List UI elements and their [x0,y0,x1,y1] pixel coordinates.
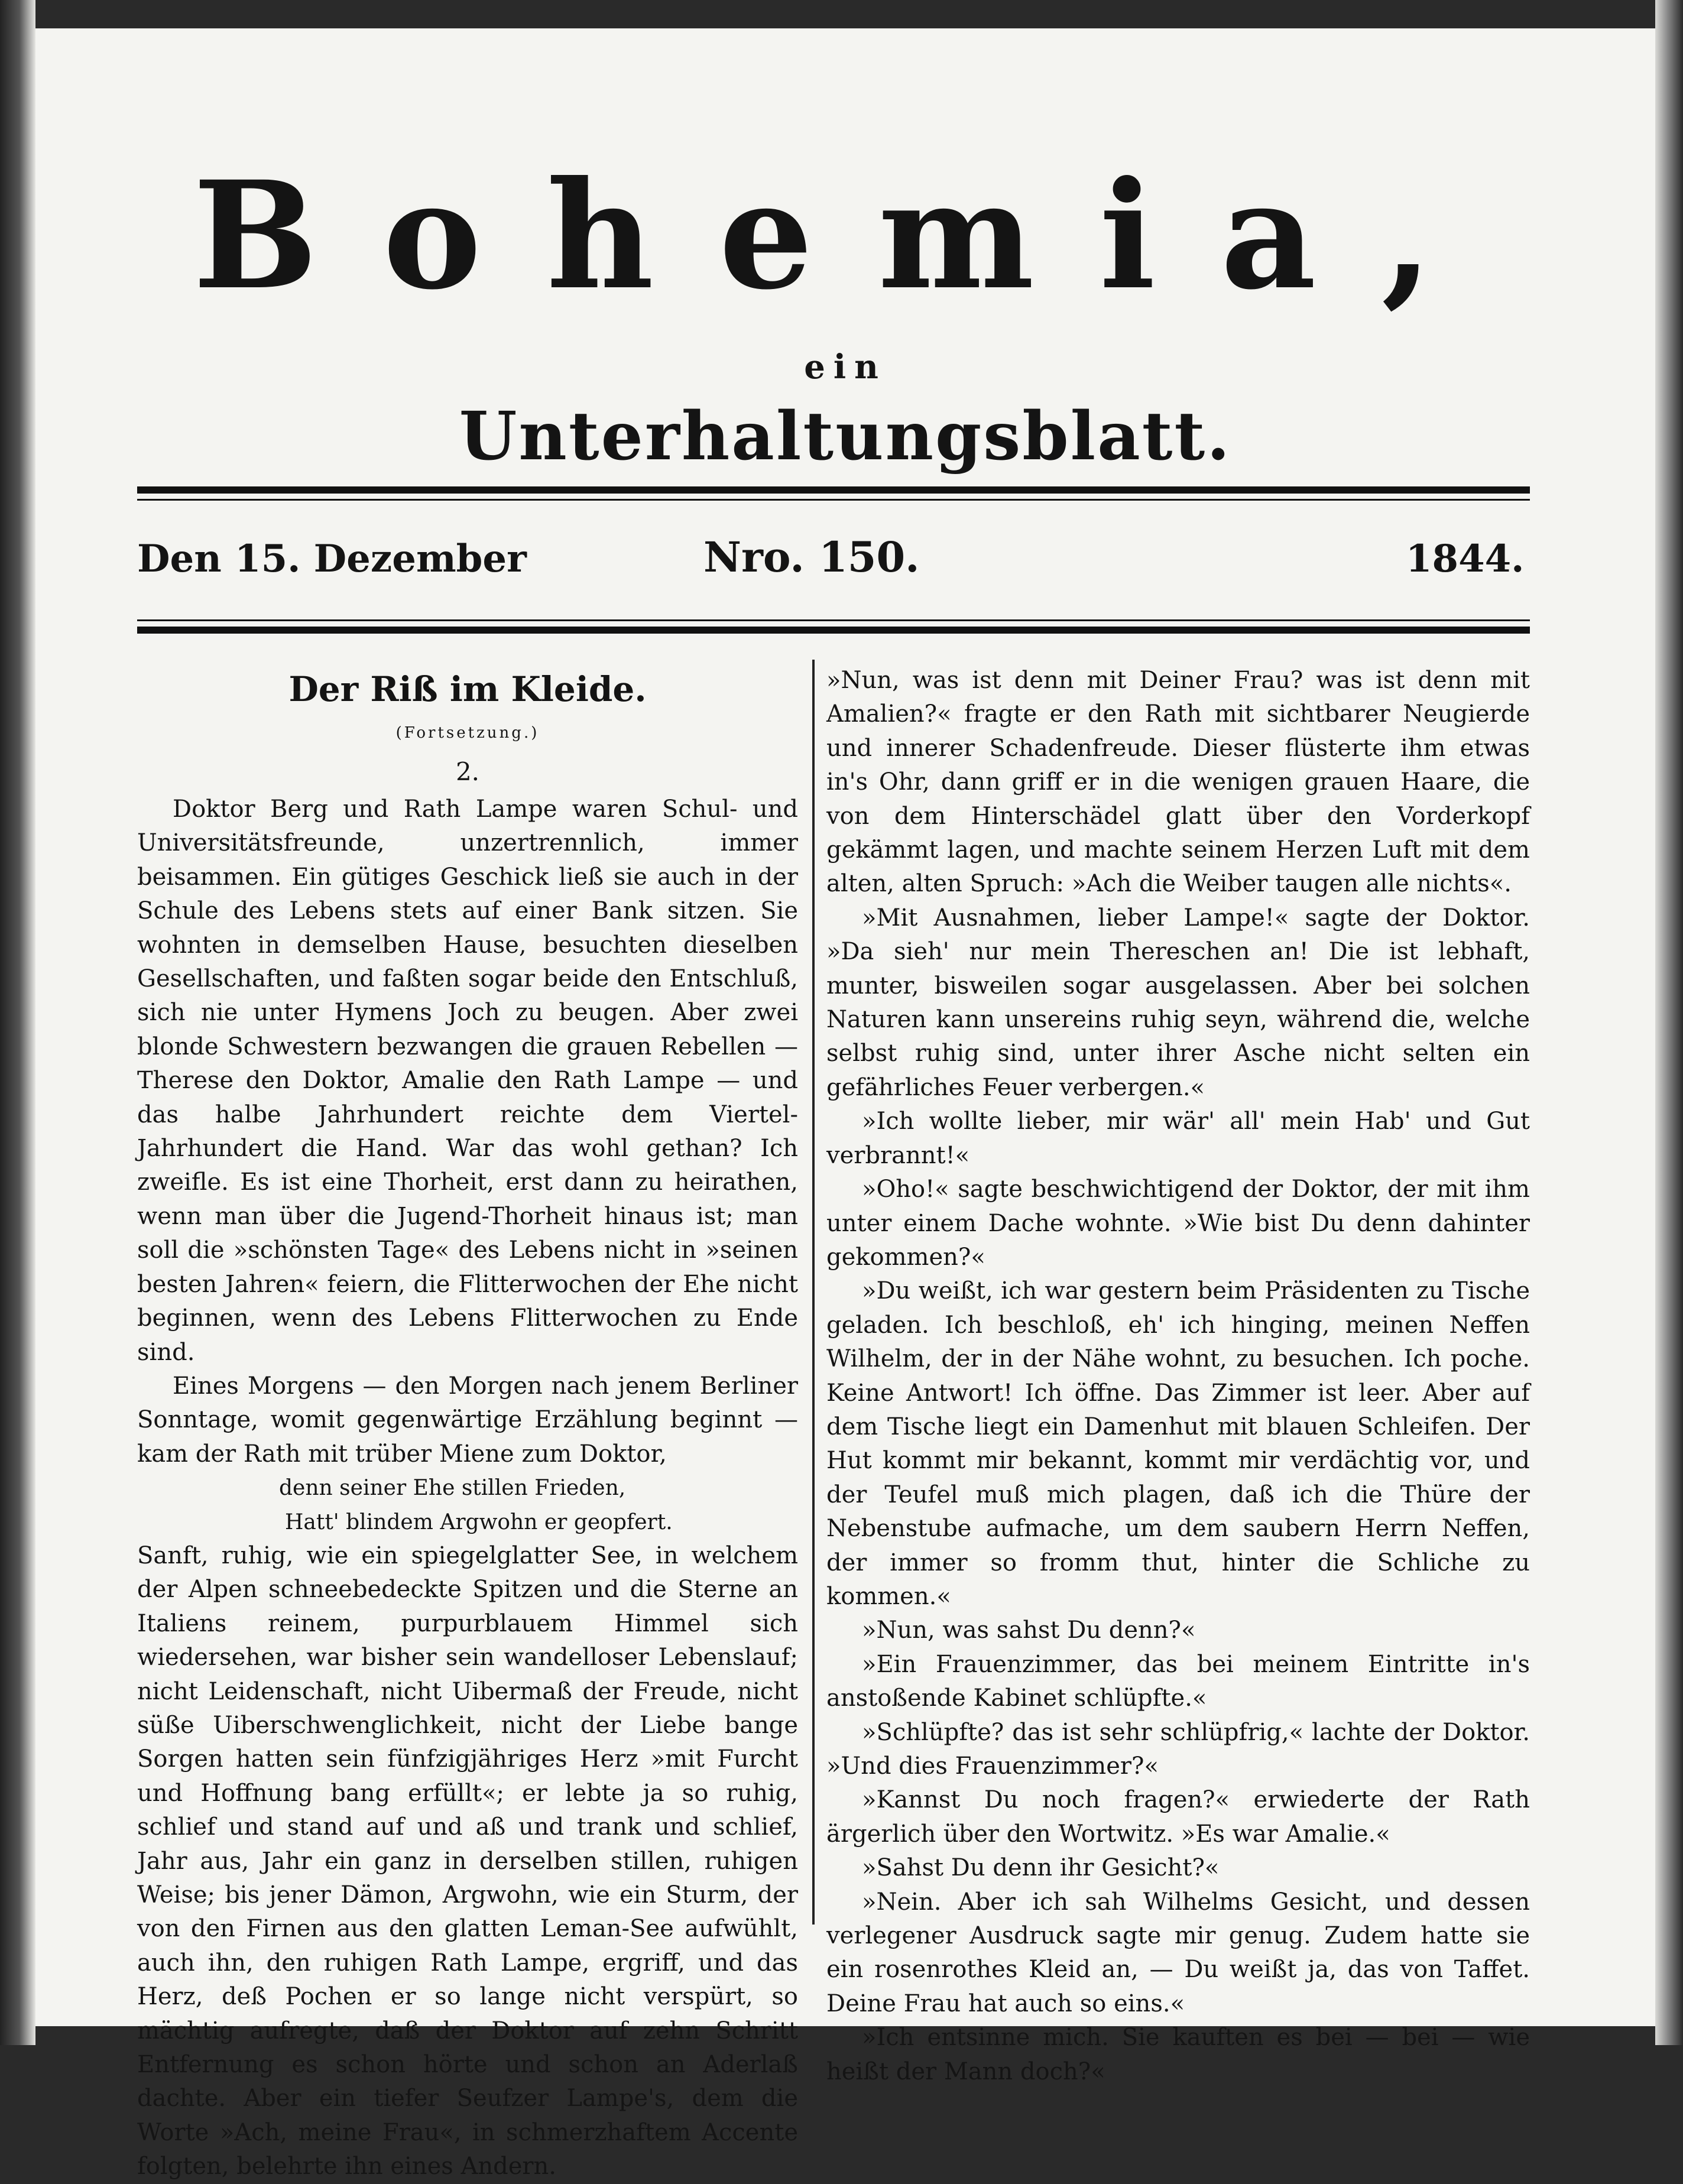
bottom-rule-thick [137,627,1530,634]
masthead-ein: ein [804,348,887,387]
scan-right-edge [1655,0,1683,2045]
paragraph: Eines Morgens — den Morgen nach jenem Berliner Sonntage, womit gegenwärtige Erzählung beginnt — kam der Rath mit trüber Miene zum Doktor, [137,1372,798,1468]
right-column [826,664,1530,2089]
top-rule-thin [137,499,1530,501]
paragraph: »Ich entsinne mich. Sie kauften es bei — bei — wie heißt der Mann doch?« [826,2024,1530,2085]
section-number: 2. [455,757,480,786]
paragraph: »Oho!« sagte beschwichtigend der Doktor, der mit ihm unter einem Dache wohnte. »Wie bist Du denn dahinter gekommen?« [826,1176,1530,1271]
newspaper-page [35,28,1655,2180]
article-continuation: (Fortsetzung.) [395,724,540,742]
paragraph: Doktor Berg und Rath Lampe waren Schul- und Universitätsfreunde, unzertrennlich, immer beisammen. Ein gütiges Geschick ließ sie auch in der Schule des Lebens stets auf einer Bank sitzen. Sie wohnten in demselben Hause, besuchten dieselben Gesellschaften, und faßten sogar beide den Entschluß, sich nie unter Hymens Joch zu beugen. Aber zwei blonde Schwestern bezwangen die grauen Rebellen — Therese den Doktor, Amalie den Rath Lampe — und das halbe Jahrhundert reichte dem Viertel-Jahrhundert die Hand. War das wohl gethan? Ich zweifle. Es ist eine Thorheit, erst dann zu heirathen, wenn man über die Jugend-Thorheit hinaus ist; man soll die »schönsten Tage« des Lebens nicht in »seinen besten Jahren« feiern, die Flitterwochen der Ehe nicht beginnen, wenn des Lebens Flitterwochen zu Ende sind. [137,796,798,1366]
issue-date: Den 15. Dezember [137,537,527,581]
paragraph: »Ich wollte lieber, mir wär' all' mein Hab' und Gut verbrannt!« [826,1108,1530,1169]
paragraph: »Nun, was sahst Du denn?« [862,1617,1196,1644]
left-column [137,664,798,2184]
paragraph: »Kannst Du noch fragen?« erwiederte der Rath ärgerlich über den Wortwitz. »Es war Amalie.« [826,1786,1530,1848]
paragraph: »Ein Frauenzimmer, das bei meinem Eintritte in's anstoßende Kabinet schlüpfte.« [826,1650,1530,1712]
column-divider [812,660,815,1925]
paragraph: »Sahst Du denn ihr Gesicht?« [862,1854,1220,1882]
verse-line: denn seiner Ehe stillen Frieden, [279,1476,626,1501]
bottom-rule-thin [137,619,1530,621]
paragraph: »Du weißt, ich war gestern beim Präsidenten zu Tische geladen. Ich beschloß, eh' ich hinging, meinen Neffen Wilhelm, der in der Nähe wohnt, zu besuchen. Ich poche. Keine Antwort! Ich öffne. Das Zimmer ist leer. Aber auf dem Tische liegt ein Damenhut mit blauen Schleifen. Der Hut kommt mir bekannt, kommt mir verdächtig vor, und der Teufel muß mich plagen, daß ich die Thüre der Nebenstube aufmache, um dem saubern Herrn Neffen, der immer so fromm thut, hinter die Schliche zu kommen.« [826,1277,1530,1610]
top-rule-thick [137,486,1530,494]
paragraph: »Schlüpfte? das ist sehr schlüpfrig,« lachte der Doktor. »Und dies Frauenzimmer?« [826,1718,1530,1780]
masthead-title: Bohemia, [193,148,1498,322]
issue-year: 1844. [1406,537,1525,581]
issue-number: Nro. 150. [703,533,920,582]
masthead-subtitle: Unterhaltungsblatt. [459,398,1232,475]
paragraph: Sanft, ruhig, wie ein spiegelglatter See, in welchem der Alpen schneebedeckte Spitzen und die Sterne an Italiens reinem, purpurblauem Himmel sich wiedersehen, war bisher sein wandelloser Lebenslauf; nicht Leidenschaft, nicht Uibermaß der Freude, nicht süße Uiberschwenglichkeit, nicht der Liebe bange Sorgen hatten sein fünfzigjähriges Herz »mit Furcht und Hoffnung bang erfüllt«; er lebte ja so ruhig, schlief und stand auf und aß und trank und schlief, Jahr aus, Jahr ein ganz in derselben stillen, ruhigen Weise; bis jener Dämon, Argwohn, wie ein Sturm, der von den Firnen aus den glatten Leman-See aufwühlt, auch ihn, den ruhigen Rath Lampe, ergriff, und das Herz, deß Pochen er so lange nicht verspürt, so mächtig aufregte, daß der Doktor auf zehn Schritt Entfernung es schon hörte und schon an Aderlaß dachte. Aber ein tiefer Seufzer Lampe's, dem die Worte »Ach, meine Frau«, in schmerzhaftem Accente folgten, belehrte ihn eines Andern. [137,1542,798,2180]
article-title: Der Riß im Kleide. [288,669,647,709]
scan-left-edge [0,0,35,2045]
paragraph: »Mit Ausnahmen, lieber Lampe!« sagte der Doktor. »Da sieh' nur mein Thereschen an! Die ist lebhaft, munter, bisweilen sogar ausgelassen. Aber bei solchen Naturen kann unsereins ruhig seyn, während die, welche selbst ruhig sind, unter ihrer Asche nicht selten ein gefährliches Feuer verbergen.« [826,904,1530,1101]
paragraph: »Nein. Aber ich sah Wilhelms Gesicht, und dessen verlegener Ausdruck sagte mir genug. Zudem hatte sie ein rosenrothes Kleid an, — Du weißt ja, das von Taffet. Deine Frau hat auch so eins.« [826,1888,1530,2017]
verse-line: Hatt' blindem Argwohn er geopfert. [285,1510,673,1534]
paragraph: »Nun, was ist denn mit Deiner Frau? was ist denn mit Amalien?« fragte er den Rath mit sichtbarer Neugierde und innerer Schadenfreude. Dieser flüsterte ihm etwas in's Ohr, dann griff er in die wenigen grauen Haare, die von dem Hinterschädel glatt über den Vorderkopf gekämmt lagen, und machte seinem Herzen Luft mit dem alten, alten Spruch: »Ach die Weiber taugen alle nichts«. [826,667,1530,898]
